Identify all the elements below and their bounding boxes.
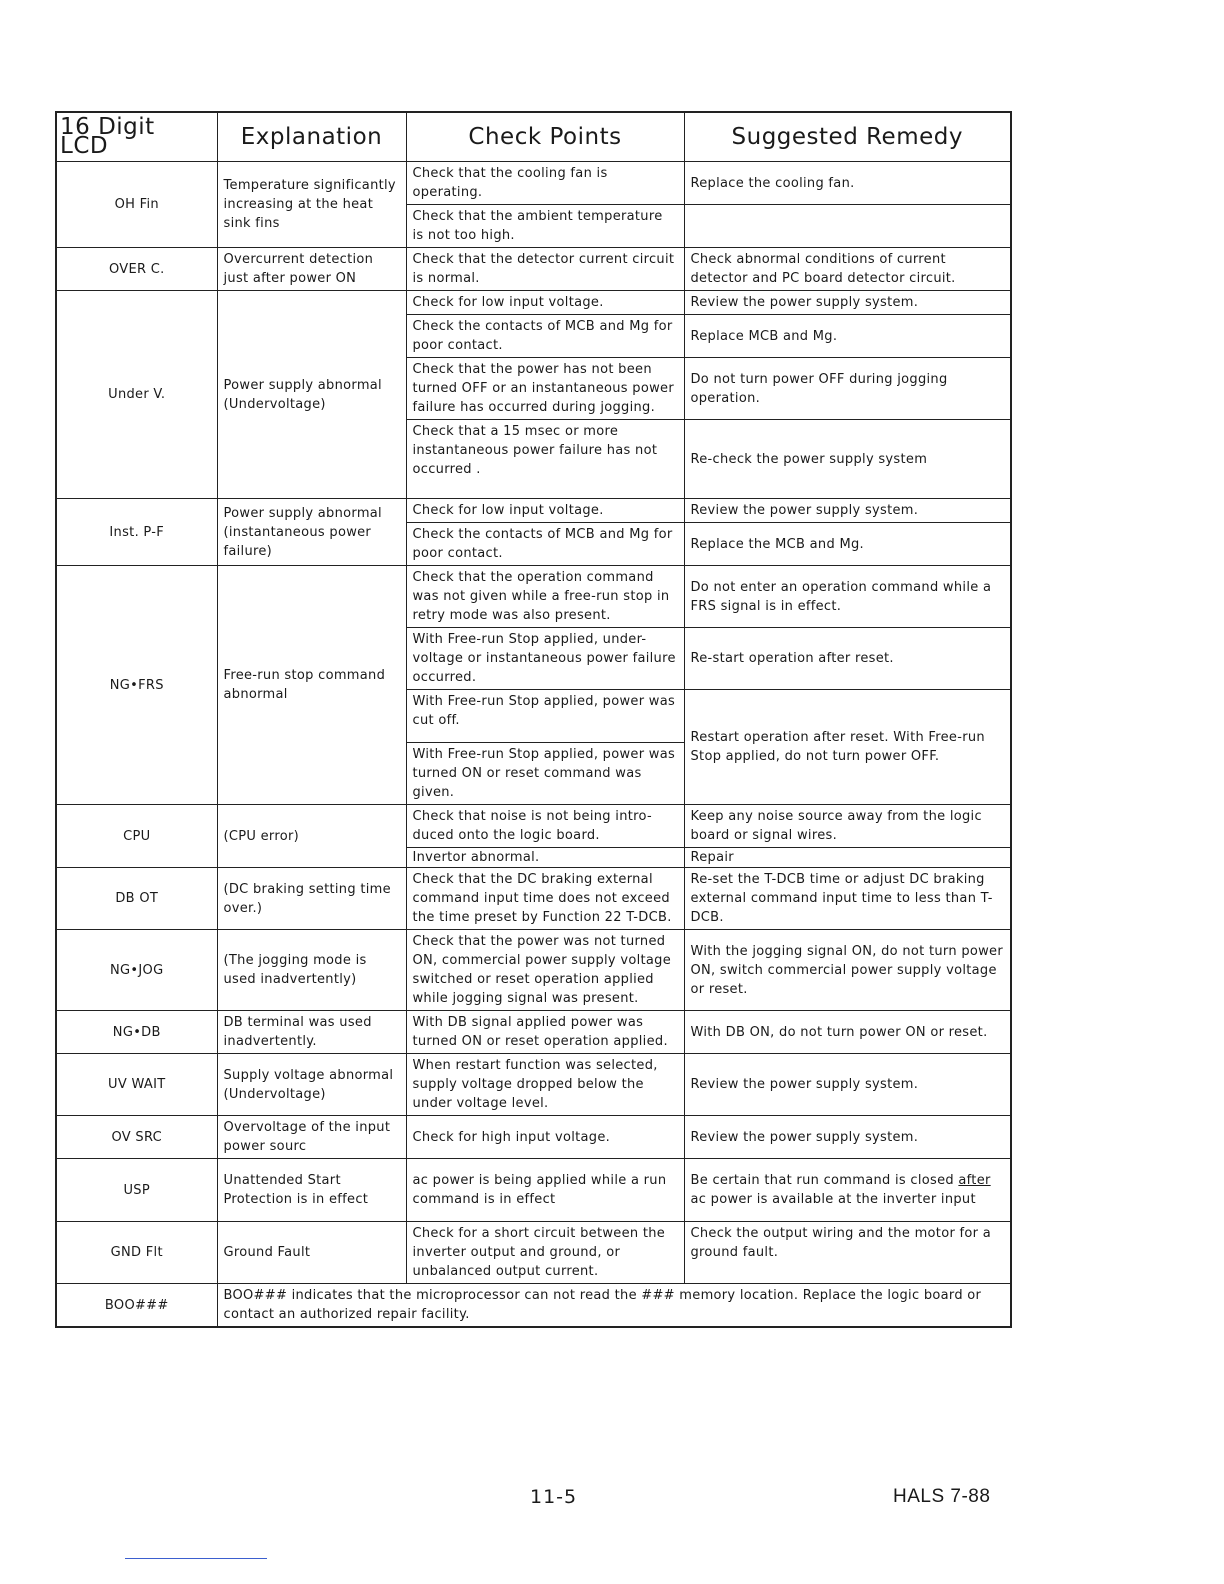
- check-point-cell: Invertor abnormal.: [406, 848, 684, 868]
- remedy-cell: Re-start operation after reset.: [684, 628, 1011, 690]
- document-reference: HALS 7-88: [893, 1486, 991, 1507]
- remedy-cell: Re-set the T-DCB time or adjust DC braking external command input time to less than T-DCB.: [684, 868, 1011, 930]
- lcd-code: USP: [56, 1159, 217, 1222]
- check-point-cell: With Free-run Stop applied, power was turned ON or reset command was given.: [406, 743, 684, 805]
- check-point-cell: Check the contacts of MCB and Mg for poor contact.: [406, 523, 684, 566]
- check-point-cell: Check that the power was not turned ON, commercial power supply voltage switched or reset operation applied while jogging signal was present.: [406, 930, 684, 1011]
- remedy-text: Be certain that run command is closed: [690, 1173, 954, 1188]
- table-row: [56, 1116, 1011, 1159]
- explanation-cell: (The jogging mode is used inadvertently): [217, 930, 406, 1011]
- table-row: [56, 499, 1011, 523]
- remedy-cell: Do not turn power OFF during jogging operation.: [684, 358, 1011, 420]
- remedy-cell: Re-check the power supply system: [684, 420, 1011, 499]
- table-row: [56, 1054, 1011, 1116]
- check-point-cell: Check that the DC braking external command input time does not exceed the time preset by Function 22 T-DCB.: [406, 868, 684, 930]
- explanation-cell: Ground Fault: [217, 1222, 406, 1284]
- lcd-code: NG•FRS: [56, 566, 217, 805]
- remedy-cell: Check the output wiring and the motor for a ground fault.: [684, 1222, 1011, 1284]
- table-row: [56, 868, 1011, 930]
- table-row: [56, 291, 1011, 315]
- remedy-cell: Review the power supply system.: [684, 499, 1011, 523]
- check-point-cell: Check that the cooling fan is operating.: [406, 162, 684, 205]
- check-point-cell: With DB signal applied power was turned ON or reset operation applied.: [406, 1011, 684, 1054]
- remedy-cell: With the jogging signal ON, do not turn power ON, switch commercial power supply voltage or reset.: [684, 930, 1011, 1011]
- lcd-code: BOO###: [56, 1284, 217, 1328]
- lcd-code: CPU: [56, 805, 217, 868]
- remedy-cell: Review the power supply system.: [684, 1116, 1011, 1159]
- explanation-cell: Temperature significantly increasing at the heat sink fins: [217, 162, 406, 248]
- check-point-cell: Check that the detector current circuit is normal.: [406, 248, 684, 291]
- remedy-cell: Replace the cooling fan.: [684, 162, 1011, 205]
- explanation-cell: Overcurrent detection just after power ON: [217, 248, 406, 291]
- remedy-cell: With DB ON, do not turn power ON or reset.: [684, 1011, 1011, 1054]
- check-point-cell: When restart function was selected, supply voltage dropped below the under voltage level.: [406, 1054, 684, 1116]
- lcd-code: NG•DB: [56, 1011, 217, 1054]
- table-row: [56, 248, 1011, 291]
- remedy-cell: Do not enter an operation command while a FRS signal is in effect.: [684, 566, 1011, 628]
- check-point-cell: Check that the power has not been turned OFF or an instantaneous power failure has occurred during jogging.: [406, 358, 684, 420]
- header-check-points: Check Points: [406, 112, 684, 162]
- lcd-code: GND Flt: [56, 1222, 217, 1284]
- lcd-code: UV WAIT: [56, 1054, 217, 1116]
- explanation-cell: Power supply abnormal (instantaneous power failure): [217, 499, 406, 566]
- explanation-cell: Overvoltage of the input power sourc: [217, 1116, 406, 1159]
- table-row: [56, 566, 1011, 628]
- explanation-cell: Free-run stop command abnormal: [217, 566, 406, 805]
- troubleshooting-table: [55, 111, 1012, 1328]
- header-explanation: Explanation: [217, 112, 406, 162]
- footer-rule: [125, 1558, 267, 1559]
- table-row: [56, 162, 1011, 205]
- table-row: [56, 1284, 1011, 1328]
- remedy-cell: [684, 205, 1011, 248]
- explanation-cell: Unattended Start Protection is in effect: [217, 1159, 406, 1222]
- check-point-cell: With Free-run Stop applied, under-voltage or instantaneous power failure occurred.: [406, 628, 684, 690]
- check-point-cell: Check for low input voltage.: [406, 291, 684, 315]
- check-point-cell: Check that noise is not being intro- duced onto the logic board.: [406, 805, 684, 848]
- lcd-code: Inst. P-F: [56, 499, 217, 566]
- lcd-code: NG•JOG: [56, 930, 217, 1011]
- remedy-cell: Keep any noise source away from the logic board or signal wires.: [684, 805, 1011, 848]
- check-point-cell: Check that a 15 msec or more instantaneous power failure has not occurred .: [406, 420, 684, 499]
- remedy-cell: Restart operation after reset. With Free-run Stop applied, do not turn power OFF.: [684, 690, 1011, 805]
- remedy-cell: Review the power supply system.: [684, 1054, 1011, 1116]
- explanation-cell: (CPU error): [217, 805, 406, 868]
- header-suggested-remedy: Suggested Remedy: [684, 112, 1011, 162]
- table-row: [56, 805, 1011, 848]
- explanation-cell: Supply voltage abnormal (Undervoltage): [217, 1054, 406, 1116]
- table-row: [56, 1011, 1011, 1054]
- lcd-code: OVER C.: [56, 248, 217, 291]
- page-number: 11-5: [530, 1486, 578, 1508]
- check-point-cell: Check that the operation command was not given while a free-run stop in retry mode was also present.: [406, 566, 684, 628]
- check-point-cell: Check for high input voltage.: [406, 1116, 684, 1159]
- table-row: [56, 1222, 1011, 1284]
- explanation-cell: Power supply abnormal (Undervoltage): [217, 291, 406, 499]
- remedy-cell: [684, 1159, 1011, 1222]
- remedy-cell: Replace the MCB and Mg.: [684, 523, 1011, 566]
- lcd-code: OH Fin: [56, 162, 217, 248]
- table-header-row: [56, 112, 1011, 162]
- remedy-cell: Review the power supply system.: [684, 291, 1011, 315]
- remedy-cell: Replace MCB and Mg.: [684, 315, 1011, 358]
- table-row: [56, 1159, 1011, 1222]
- explanation-cell: DB terminal was used inadvertently.: [217, 1011, 406, 1054]
- boo-description-cell: BOO### indicates that the microprocessor can not read the ### memory location. Replace the logic board or contact an authorized repair facility.: [217, 1284, 1011, 1328]
- remedy-cell: Check abnormal conditions of current detector and PC board detector circuit.: [684, 248, 1011, 291]
- lcd-code: DB OT: [56, 868, 217, 930]
- check-point-cell: Check for low input voltage.: [406, 499, 684, 523]
- remedy-underlined-text: after: [958, 1173, 991, 1188]
- check-point-cell: With Free-run Stop applied, power was cut off.: [406, 690, 684, 743]
- remedy-cell: Repair: [684, 848, 1011, 868]
- lcd-code: OV SRC: [56, 1116, 217, 1159]
- check-point-cell: Check for a short circuit between the inverter output and ground, or unbalanced output current.: [406, 1222, 684, 1284]
- lcd-code: Under V.: [56, 291, 217, 499]
- table-row: [56, 930, 1011, 1011]
- header-16-digit-lcd: 16 Digit LCD: [56, 112, 217, 162]
- explanation-cell: (DC braking setting time over.): [217, 868, 406, 930]
- check-point-cell: ac power is being applied while a run command is in effect: [406, 1159, 684, 1222]
- check-point-cell: Check that the ambient temperature is not too high.: [406, 205, 684, 248]
- check-point-cell: Check the contacts of MCB and Mg for poor contact.: [406, 315, 684, 358]
- remedy-text: ac power is available at the inverter input: [690, 1192, 976, 1207]
